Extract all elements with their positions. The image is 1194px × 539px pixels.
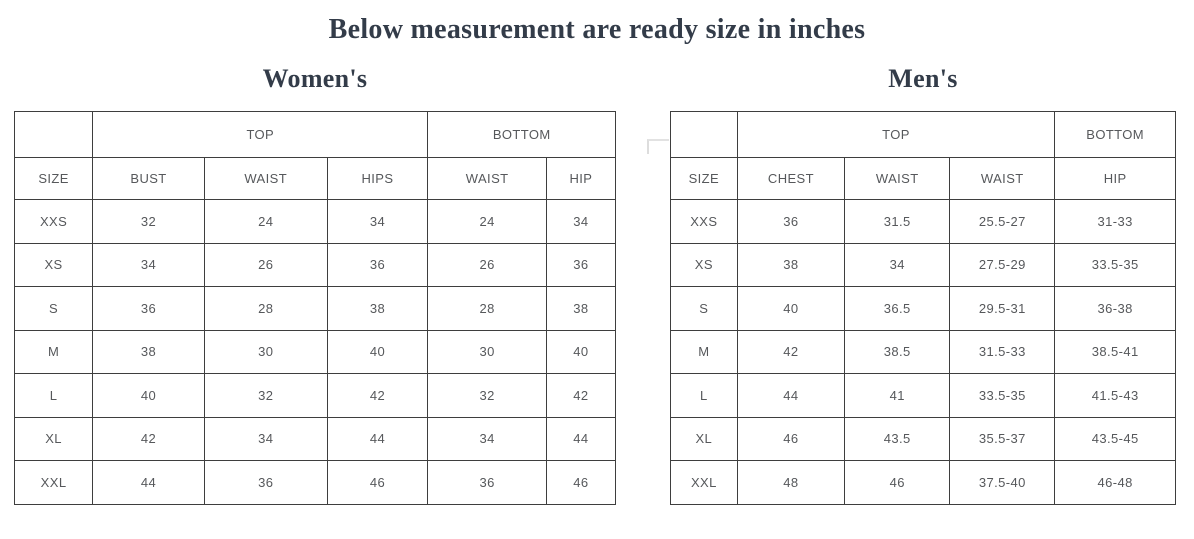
- table-row: [671, 243, 1176, 287]
- measurement-cell: 42: [546, 374, 615, 418]
- table-row: [15, 243, 616, 287]
- measurement-cell: 33.5-35: [950, 374, 1055, 418]
- measurement-cell: 40: [93, 374, 205, 418]
- measurement-cell: 43.5: [845, 417, 950, 461]
- size-label-cell: M: [671, 330, 738, 374]
- measurement-cell: 44: [546, 417, 615, 461]
- measurement-cell: 44: [737, 374, 845, 418]
- measurement-cell: 36: [93, 287, 205, 331]
- measurement-cell: 44: [327, 417, 428, 461]
- table-row: [671, 330, 1176, 374]
- measurement-cell: 46: [546, 461, 615, 505]
- measurement-cell: 36: [204, 461, 327, 505]
- size-label-cell: XXS: [15, 200, 93, 244]
- measurement-cell: 41: [845, 374, 950, 418]
- column-header-chest: CHEST: [737, 158, 845, 200]
- measurement-cell: 36-38: [1055, 287, 1176, 331]
- measurement-cell: 38: [93, 330, 205, 374]
- size-label-cell: XXS: [671, 200, 738, 244]
- measurement-cell: 29.5-31: [950, 287, 1055, 331]
- size-label-cell: XL: [15, 417, 93, 461]
- measurement-cell: 31.5: [845, 200, 950, 244]
- column-header-size: SIZE: [15, 158, 93, 200]
- group-header-row: [671, 112, 1176, 158]
- measurement-cell: 46-48: [1055, 461, 1176, 505]
- column-header-size: SIZE: [671, 158, 738, 200]
- measurement-cell: 24: [428, 200, 546, 244]
- size-label-cell: M: [15, 330, 93, 374]
- group-header-top: TOP: [737, 112, 1055, 158]
- measurement-cell: 34: [93, 243, 205, 287]
- table-row: [671, 374, 1176, 418]
- measurement-cell: 36: [428, 461, 546, 505]
- womens-size-table: [14, 111, 616, 505]
- measurement-cell: 36: [737, 200, 845, 244]
- measurement-cell: 34: [845, 243, 950, 287]
- column-header-waist: WAIST: [204, 158, 327, 200]
- measurement-cell: 40: [737, 287, 845, 331]
- measurement-cell: 34: [546, 200, 615, 244]
- size-label-cell: XL: [671, 417, 738, 461]
- measurement-cell: 38.5-41: [1055, 330, 1176, 374]
- measurement-cell: 37.5-40: [950, 461, 1055, 505]
- measurement-cell: 32: [93, 200, 205, 244]
- table-row: [671, 287, 1176, 331]
- measurement-cell: 42: [93, 417, 205, 461]
- measurement-cell: 34: [204, 417, 327, 461]
- column-header-hips: HIPS: [327, 158, 428, 200]
- measurement-cell: 35.5-37: [950, 417, 1055, 461]
- measurement-cell: 42: [737, 330, 845, 374]
- column-header-row: [671, 158, 1176, 200]
- column-header-hip: HIP: [1055, 158, 1176, 200]
- womens-section: [14, 52, 616, 505]
- measurement-cell: 24: [204, 200, 327, 244]
- size-label-cell: XXL: [671, 461, 738, 505]
- measurement-cell: 31-33: [1055, 200, 1176, 244]
- measurement-cell: 36.5: [845, 287, 950, 331]
- measurement-cell: 33.5-35: [1055, 243, 1176, 287]
- column-header-hip: HIP: [546, 158, 615, 200]
- mens-section: [670, 52, 1176, 505]
- group-header-bottom: BOTTOM: [1055, 112, 1176, 158]
- column-header-row: [15, 158, 616, 200]
- column-header-bust: BUST: [93, 158, 205, 200]
- table-row: [15, 287, 616, 331]
- measurement-cell: 40: [546, 330, 615, 374]
- measurement-cell: 36: [327, 243, 428, 287]
- tables-container: [0, 52, 1194, 505]
- measurement-cell: 28: [204, 287, 327, 331]
- size-label-cell: XXL: [15, 461, 93, 505]
- table-row: [15, 200, 616, 244]
- mens-heading: Men's: [888, 64, 958, 93]
- table-row: [671, 200, 1176, 244]
- group-header-empty: [671, 112, 738, 158]
- measurement-cell: 38: [327, 287, 428, 331]
- measurement-cell: 40: [327, 330, 428, 374]
- measurement-cell: 48: [737, 461, 845, 505]
- group-header-top: TOP: [93, 112, 428, 158]
- measurement-cell: 34: [327, 200, 428, 244]
- measurement-cell: 36: [546, 243, 615, 287]
- table-row: [15, 417, 616, 461]
- measurement-cell: 26: [204, 243, 327, 287]
- measurement-cell: 31.5-33: [950, 330, 1055, 374]
- measurement-cell: 38.5: [845, 330, 950, 374]
- page-title: Below measurement are ready size in inches: [328, 14, 866, 45]
- womens-heading: Women's: [262, 64, 368, 93]
- measurement-cell: 38: [737, 243, 845, 287]
- measurement-cell: 30: [204, 330, 327, 374]
- group-header-empty: [15, 112, 93, 158]
- measurement-cell: 30: [428, 330, 546, 374]
- table-row: [15, 330, 616, 374]
- group-header-row: [15, 112, 616, 158]
- measurement-cell: 42: [327, 374, 428, 418]
- group-header-bottom: BOTTOM: [428, 112, 616, 158]
- faint-corner-artifact: [647, 139, 669, 154]
- size-label-cell: L: [671, 374, 738, 418]
- measurement-cell: 44: [93, 461, 205, 505]
- size-label-cell: S: [671, 287, 738, 331]
- measurement-cell: 46: [845, 461, 950, 505]
- measurement-cell: 34: [428, 417, 546, 461]
- size-label-cell: L: [15, 374, 93, 418]
- measurement-cell: 38: [546, 287, 615, 331]
- measurement-cell: 27.5-29: [950, 243, 1055, 287]
- size-label-cell: XS: [671, 243, 738, 287]
- table-row: [671, 461, 1176, 505]
- measurement-cell: 25.5-27: [950, 200, 1055, 244]
- measurement-cell: 26: [428, 243, 546, 287]
- measurement-cell: 28: [428, 287, 546, 331]
- size-label-cell: XS: [15, 243, 93, 287]
- table-row: [671, 417, 1176, 461]
- measurement-cell: 32: [428, 374, 546, 418]
- column-header-waist: WAIST: [428, 158, 546, 200]
- column-header-waist: WAIST: [845, 158, 950, 200]
- measurement-cell: 32: [204, 374, 327, 418]
- measurement-cell: 46: [737, 417, 845, 461]
- measurement-cell: 46: [327, 461, 428, 505]
- measurement-cell: 41.5-43: [1055, 374, 1176, 418]
- table-row: [15, 374, 616, 418]
- column-header-waist: WAIST: [950, 158, 1055, 200]
- size-label-cell: S: [15, 287, 93, 331]
- table-row: [15, 461, 616, 505]
- measurement-cell: 43.5-45: [1055, 417, 1176, 461]
- mens-size-table: [670, 111, 1176, 505]
